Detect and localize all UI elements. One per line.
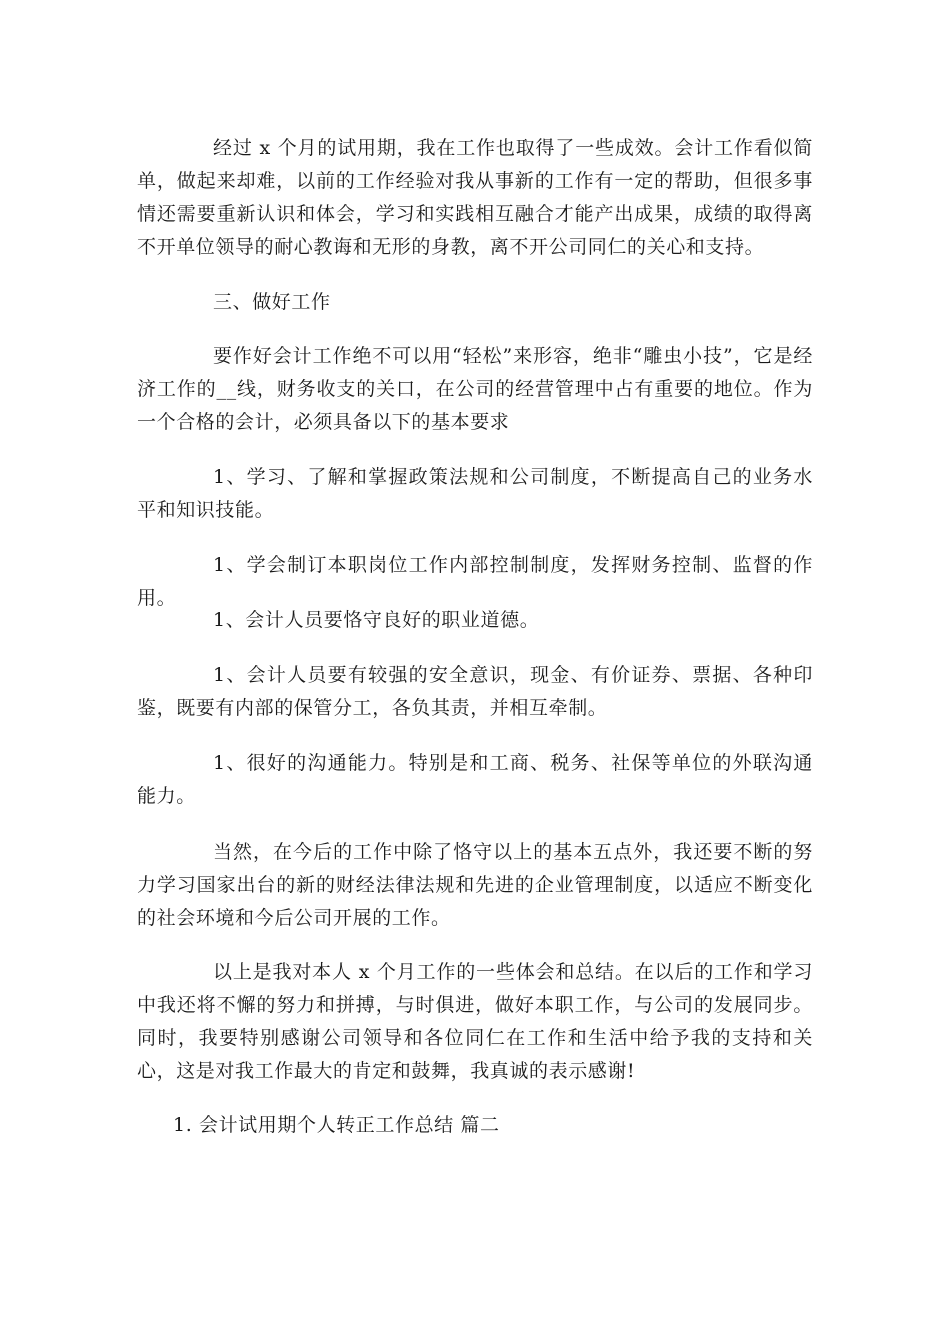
section-heading: 三、做好工作 [213,291,331,313]
paragraph-future-study: 当然，在今后的工作中除了恪守以上的基本五点外，我还要不断的努力学习国家出台的新的财经法律法规和先进的企业管理制度，以适应不断变化的社会环境和今后公司开展的工作。 [137,841,813,929]
list-item-internal-control: 1、学会制订本职岗位工作内部控制制度，发挥财务控制、监督的作用。 [137,554,813,609]
list-item-security: 1、会计人员要有较强的安全意识，现金、有价证券、票据、各种印鉴，既要有内部的保管分工，各负其责，并相互牵制。 [137,664,813,719]
paragraph-closing-thanks: 以上是我对本人 x 个月工作的一些体会和总结。在以后的工作和学习中我还将不懈的努力和拼搏，与时俱进，做好本职工作，与公司的发展同步。同时，我要特别感谢公司领导和各位同仁在工作和生活中给予我的支持和关心，这是对我工作最大的肯定和鼓舞，我真诚的表示感谢! [137,961,813,1082]
list-item-communication: 1、很好的沟通能力。特别是和工商、税务、社保等单位的外联沟通能力。 [137,752,813,807]
next-article-title: 1. 会计试用期个人转正工作总结 篇二 [173,1114,500,1136]
paragraph-trial-results: 经过 x 个月的试用期，我在工作也取得了一些成效。会计工作看似简单，做起来却难，以前的工作经验对我从事新的工作有一定的帮助，但很多事情还需要重新认识和体会，学习和实践相互融合才能产出成果，成绩的取得离不开单位领导的耐心教诲和无形的身教，离不开公司同仁的关心和支持。 [137,137,813,258]
paragraph-requirements-intro: 要作好会计工作绝不可以用“轻松”来形容，绝非“雕虫小技”，它是经济工作的__线，财务收支的关口，在公司的经营管理中占有重要的地位。作为一个合格的会计，必须具备以下的基本要求 [137,345,813,433]
list-item-ethics: 1、会计人员要恪守良好的职业道德。 [213,609,540,631]
list-item-policy: 1、学习、了解和掌握政策法规和公司制度，不断提高自己的业务水平和知识技能。 [137,466,813,521]
